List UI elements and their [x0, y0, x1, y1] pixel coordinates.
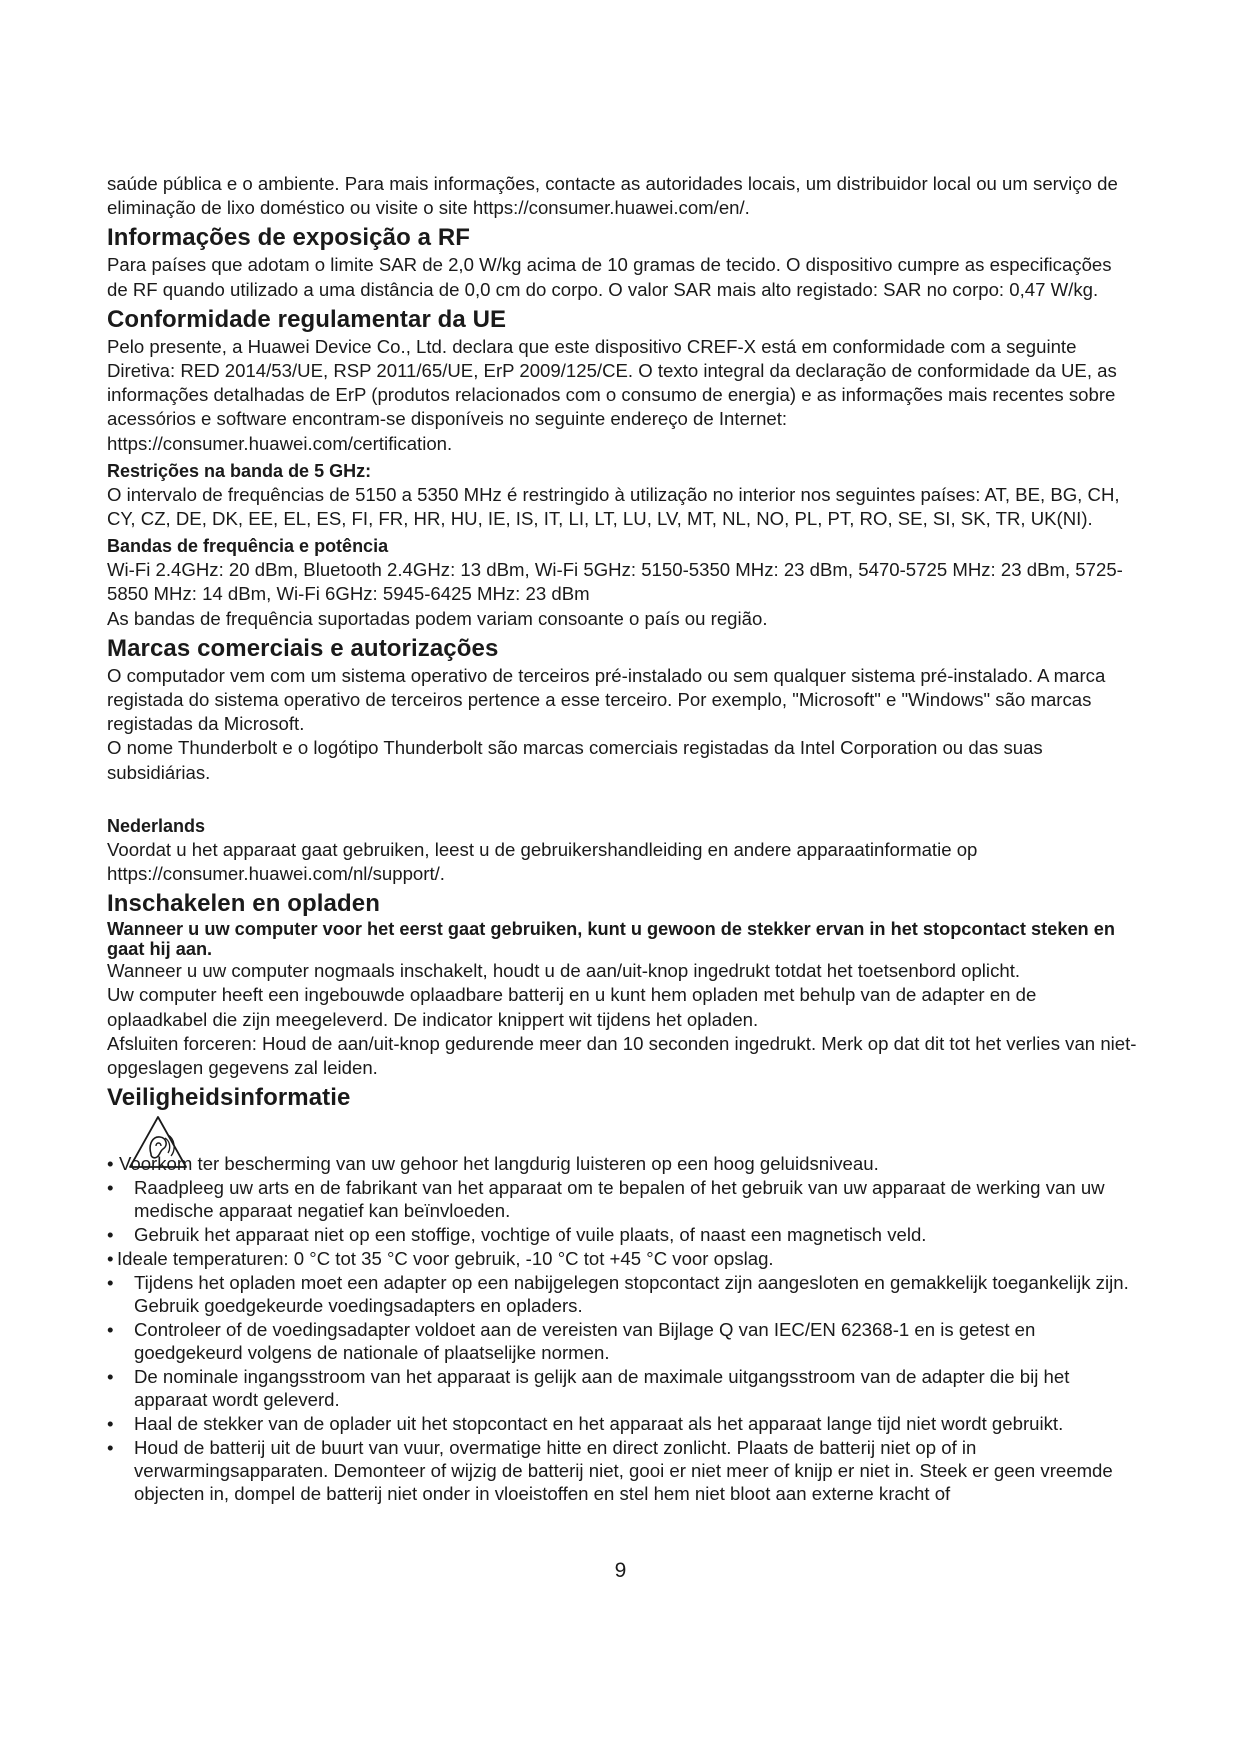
safety-list	[107, 1176, 1137, 1505]
hearing-warning-text: Voorkom ter bescherming van uw gehoor het langdurig luisteren op een hoog geluidsniveau.	[119, 1153, 879, 1175]
eu-compliance-heading: Conformidade regulamentar da UE	[107, 305, 507, 333]
hearing-warning-row	[107, 1114, 1137, 1176]
safety-item: • Ideale temperaturen: 0 °C tot 35 °C voor gebruik, -10 °C tot +45 °C voor opslag.	[107, 1247, 1137, 1270]
safety-item: • Tijdens het opladen moet een adapter op een nabijgelegen stopcontact zijn aangesloten en gemakkelijk toegankelijk zijn. Gebruik goedgekeurde voedingsadapters en opladers.	[107, 1271, 1137, 1317]
frequency-power-heading: Bandas de frequência e potência	[107, 536, 389, 557]
page-content	[107, 172, 1137, 1506]
power-on-text-1: Wanneer u uw computer nogmaals inschakelt, houdt u de aan/uit-knop ingedrukt totdat het toetsenbord oplicht.	[107, 960, 1021, 982]
eu-compliance-text: Pelo presente, a Huawei Device Co., Ltd. declara que este dispositivo CREF-X está em conformidade com a seguinte Diretiva: RED 2014/53/UE, RSP 2011/65/UE, ErP 2009/125/CE. O texto integral da declaração de conformidade da UE, as informações detalhadas de ErP (produtos relacionados com o consumo de energia) e as informações mais recentes sobre acessórios e software encontram-se disponíveis no seguinte endereço de Internet: https://consumer.huawei.com/certification.	[107, 335, 1117, 454]
nl-intro-paragraph: Voordat u het apparaat gaat gebruiken, leest u de gebruikershandleiding en andere apparaatinformatie op https://consumer.huawei.com/nl/support/.	[107, 838, 978, 885]
page-number: 9	[614, 1559, 627, 1582]
power-on-bold-note: Wanneer u uw computer voor het eerst gaat gebruiken, kunt u gewoon de stekker ervan in het stopcontact steken en gaat hij aan.	[107, 919, 1115, 960]
rf-exposure-text: Para países que adotam o limite SAR de 2,0 W/kg acima de 10 gramas de tecido. O dispositivo cumpre as especificações de RF quando utilizado a uma distância de 0,0 cm do corpo. O valor SAR mais alto registado: SAR no corpo: 0,47 W/kg.	[107, 254, 1112, 300]
trademarks-text-thunderbolt: O nome Thunderbolt e o logótipo Thunderbolt são marcas comerciais registadas da Intel Corporation ou das suas subsidiárias.	[107, 737, 1043, 783]
frequency-power-text: Wi-Fi 2.4GHz: 20 dBm, Bluetooth 2.4GHz: 13 dBm, Wi-Fi 5GHz: 5150-5350 MHz: 23 dBm, 5470-5725 MHz: 23 dBm, 5725-5850 MHz: 14 dBm, Wi-Fi 6GHz: 5945-6425 MHz: 23 dBm	[107, 559, 1123, 605]
trademarks-text-os: O computador vem com um sistema operativo de terceiros pré-instalado ou sem qualquer sistema pré-instalado. A marca registada do sistema operativo de terceiros pertence a esse terceiro. Por exemplo, "Microsoft" e "Windows" são marcas registadas da Microsoft.	[107, 664, 1106, 735]
rf-exposure-heading: Informações de exposição a RF	[107, 224, 471, 252]
band-restrictions-text: O intervalo de frequências de 5150 a 5350 MHz é restringido à utilização no interior nos seguintes países: AT, BE, BG, CH, CY, CZ, DE, DK, EE, EL, ES, FI, FR, HR, HU, IE, IS, IT, LI, LT, LU, LV, MT, NL, NO, PL, PT, RO, SE, SI, SK, TR, UK(NI).	[107, 483, 1120, 530]
section-spacer	[107, 785, 1137, 811]
bullet-glyph: •	[107, 1153, 114, 1175]
hearing-warning-text-line	[107, 1152, 1137, 1176]
band-restrictions-heading: Restrições na banda de 5 GHz:	[107, 460, 372, 481]
safety-item: • De nominale ingangsstroom van het apparaat is gelijk aan de maximale uitgangsstroom van de adapter die bij het apparaat wordt geleverd.	[107, 1365, 1137, 1411]
language-heading-nederlands: Nederlands	[107, 815, 206, 836]
power-on-heading: Inschakelen en opladen	[107, 890, 380, 918]
safety-item: • Gebruik het apparaat niet op een stoffige, vochtige of vuile plaats, of naast een magnetisch veld.	[107, 1223, 1137, 1246]
frequency-note: As bandas de frequência suportadas podem variam consoante o país ou região.	[107, 607, 768, 629]
safety-item: • Raadpleeg uw arts en de fabrikant van het apparaat om te bepalen of het gebruik van uw apparaat de werking van uw medische apparaat negatief kan beïnvloeden.	[107, 1176, 1137, 1222]
safety-item: • Controleer of de voedingsadapter voldoet aan de vereisten van Bijlage Q van IEC/EN 62368-1 en is getest en goedgekeurd volgens de nationale of plaatselijke normen.	[107, 1318, 1137, 1364]
safety-item: • Houd de batterij uit de buurt van vuur, overmatige hitte en direct zonlicht. Plaats de batterij niet op of in verwarmingsapparaten. Demonteer of wijzig de batterij niet, gooi er niet meer of knijp er niet in. Steek er geen vreemde objecten in, dompel de batterij niet onder in vloeistoffen en stel hem niet bloot aan externe kracht of	[107, 1436, 1137, 1505]
safety-heading: Veiligheidsinformatie	[107, 1084, 351, 1112]
trademarks-heading: Marcas comerciais e autorizações	[107, 634, 499, 662]
pt-intro-paragraph: saúde pública e o ambiente. Para mais informações, contacte as autoridades locais, um distribuidor local ou um serviço de eliminação de lixo doméstico ou visite o site https://consumer.huawei.com/en/.	[107, 173, 1118, 219]
power-on-text-3: Afsluiten forceren: Houd de aan/uit-knop gedurende meer dan 10 seconden ingedrukt. Merk op dat dit tot het verlies van niet-opgeslagen gegevens zal leiden.	[107, 1032, 1137, 1079]
power-on-text-2: Uw computer heeft een ingebouwde oplaadbare batterij en u kunt hem opladen met behulp van de adapter en de oplaadkabel die zijn meegeleverd. De indicator knippert wit tijdens het opladen.	[107, 984, 1037, 1030]
safety-item: • Haal de stekker van de oplader uit het stopcontact en het apparaat als het apparaat lange tijd niet wordt gebruikt.	[107, 1412, 1137, 1435]
